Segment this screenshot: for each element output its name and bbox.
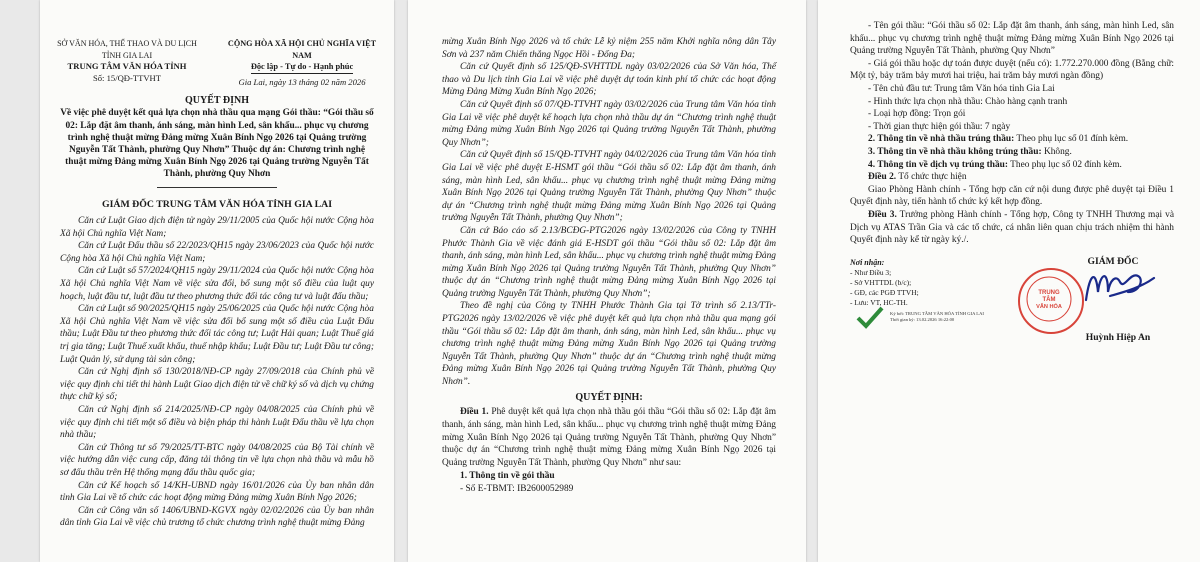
signer-name-block <box>1048 332 1188 343</box>
agency-name: TRUNG TÂM VĂN HÓA TỈNH <box>67 61 187 71</box>
legal-basis-item: Căn cứ Quyết định số 07/QĐ-TTVHT ngày 03/02/2026 của Trung tâm Văn hóa tỉnh Gia Lai về việc phê duyệt kế hoạch lựa chọn nhà thầu dự án “Chương trình nghệ thuật mừng Đảng mừng Xuân Bính Ngọ 2026 tại Quảng trường Nguyễn Tất Thành, phường Quy Nhơn”; <box>442 99 776 148</box>
document-page-3 <box>818 0 1200 562</box>
document-number: Số: 15/QĐ-TTVHT <box>92 72 162 83</box>
signature-check-icon <box>854 304 886 330</box>
signer-name: Huỳnh Hiệp An <box>1085 332 1151 343</box>
article-2-text: Giao Phòng Hành chính - Tổng hợp căn cứ nội dung được phê duyệt tại Điều 1 Quyết định này, tiến hành tổ chức ký kết hợp đồng. <box>850 184 1174 208</box>
document-page-1 <box>40 0 394 562</box>
article-1-text: Phê duyệt kết quả lựa chọn nhà thầu gói thầu “Gói thầu số 02: Lắp đặt âm thanh, ánh sáng, màn hình Led, sân khấu... phục vụ chương trình nghệ thuật mừng Đảng mừng Xuân Bính Ngọ 2026 tại Quảng trường Nguyễn Tất Thành, phường Quy Nhơn” thuộc dự án “Chương trình nghệ thuật mừng Đảng mừng Xuân Bính Ngọ 2026 tại Quảng trường Nguyễn Tất Thành, phường Quy Nhơn” như sau: <box>442 407 776 469</box>
tender-info-item: - Thời gian thực hiện gói thầu: 7 ngày <box>868 121 1011 132</box>
item-value: Theo phụ lục số 01 đính kèm. <box>1016 134 1129 145</box>
winner-info <box>850 133 1174 146</box>
motto: Độc lập - Tự do - Hạnh phúc <box>251 61 353 74</box>
tender-info-item: - Giá gói thầu hoặc dự toán được duyệt (nếu có): 1.772.270.000 đồng (Bằng chữ: Một tỷ, bảy trăm bảy mươi hai triệu, hai trăm bảy mươi ngàn đồng) <box>850 58 1174 82</box>
loser-info <box>850 146 1174 159</box>
handwritten-signature <box>1080 262 1160 312</box>
tender-info-item: - Loại hợp đồng: Trọn gói <box>868 109 966 120</box>
svg-text:TÂM: TÂM <box>1042 297 1056 303</box>
tender-info-item: - Hình thức lựa chọn nhà thầu: Chào hàng cạnh tranh <box>868 96 1068 107</box>
seal-graphic <box>1018 268 1080 330</box>
legal-basis-item: Căn cứ Quyết định số 125/QĐ-SVHTTDL ngày 03/02/2026 của Sở Văn hóa, Thể thao và Du lịch tỉnh Gia Lai về việc phê duyệt dự toán kinh phí tổ chức các hoạt động Mừng Đảng Mừng Xuân Bính Ngọ 2026; <box>442 62 776 98</box>
decision-heading: QUYẾT ĐỊNH: <box>575 391 643 403</box>
document-header <box>40 0 394 88</box>
legal-basis-item: Căn cứ Thông tư số 79/2025/TT-BTC ngày 04/08/2025 của Bộ Tài chính về việc hướng dẫn việc cung cấp, đăng tải thông tin về lựa chọn nhà thầu và mẫu hồ sơ đấu thầu trên Hệ thống mạng đấu thầu quốc gia; <box>60 442 374 478</box>
country-name: CỘNG HÒA XÃ HỘI CHỦ NGHĨA VIỆT NAM <box>227 39 377 60</box>
item-label: 3. Thông tin về nhà thầu không trúng thầu: <box>868 146 1042 157</box>
service-info <box>850 159 1174 172</box>
recipient-item: - Sở VHTTDL (b/c); <box>850 278 912 287</box>
article-2-title: Tổ chức thực hiện <box>898 172 967 183</box>
article-3 <box>850 209 1174 247</box>
recipient-item: - Lưu: VT, HC-TH. <box>850 298 908 307</box>
legal-basis-item: Theo đề nghị của Công ty TNHH Phước Thành Gia tại Tờ trình số 2.13/TTr-PTG2026 ngày 13/02/2026 về việc phê duyệt kết quả lựa chọn nhà thầu qua mạng gói thầu “Gói thầu số 02: Lắp đặt âm thanh, ánh sáng, màn hình Led, sân khấu... phục vụ chương trình nghệ thuật mừng Đảng mừng Xuân Bính Ngọ 2026 tại Quảng trường Nguyễn Tất Thành, phường Quy Nhơn” thuộc dự án “Chương trình nghệ thuật mừng Đảng mừng Xuân Bính Ngọ 2026 tại Quảng trường Nguyễn Tất Thành, phường Quy Nhơn”. <box>442 301 776 388</box>
article-2-label: Điều 2. <box>868 172 897 183</box>
section-heading: 1. Thông tin về gói thầu <box>460 471 555 482</box>
item-label: 4. Thông tin về dịch vụ trúng thầu: <box>868 159 1008 170</box>
item-value: Không. <box>1043 146 1072 157</box>
legal-basis-item: Căn cứ Công văn số 1406/UBND-KGVX ngày 02/02/2026 của Ủy ban nhân dân tỉnh Gia Lai về việc chủ trương tổ chức chương trình nghệ thuật mừng Đảng <box>60 505 374 529</box>
recipient-item: - GĐ, các PGĐ TTVH; <box>850 288 919 297</box>
article-1 <box>442 406 776 470</box>
recipients-block <box>850 258 960 308</box>
legal-basis-item: Căn cứ Kế hoạch số 14/KH-UBND ngày 16/01/2026 của Ủy ban nhân dân tỉnh Gia Lai về tổ chức các hoạt động mừng Đảng mừng Xuân Bính Ngọ 2026; <box>60 480 374 504</box>
digital-time: Thời gian ký: 13.02.2026 16:22:00 <box>890 317 955 322</box>
item-label: 2. Thông tin về nhà thầu trúng thầu: <box>868 134 1015 145</box>
legal-basis-item: Căn cứ Luật số 90/2025/QH15 ngày 25/06/2025 của Quốc hội nước Cộng hòa Xã hội Chủ nghĩa Việt Nam về việc sửa đổi bổ sung một số điều của Luật Đấu thầu; Luật Đầu tư theo phương thức đối tác công tư; Luật Hải quan; Luật Thuế giá trị gia tăng; Luật Thuế xuất khẩu, thuế nhập khẩu; Luật Đầu tư; Luật Đầu tư công; Luật Quản lý, sử dụng tài sản công; <box>60 304 374 365</box>
legal-basis-item: Căn cứ Nghị định số 214/2025/NĐ-CP ngày 04/08/2025 của Chính phủ về việc quy định chi tiết một số điều và biện pháp thi hành Luật Đấu thầu về lựa chọn nhà thầu; <box>60 404 374 441</box>
agency-parent: SỞ VĂN HÓA, THỂ THAO VÀ DU LỊCH TỈNH GIA LAI <box>57 39 197 60</box>
continued-text: mừng Xuân Bính Ngọ 2026 và tổ chức Lễ kỷ niệm 255 năm Khởi nghĩa nông dân Tây Sơn và 237 năm Chiến thắng Ngọc Hồi - Đống Đa; <box>442 37 776 60</box>
item-value: Theo phụ lục số 02 đính kèm. <box>1010 159 1122 170</box>
article-3-label: Điều 3. <box>868 209 897 220</box>
legal-basis-item: Căn cứ Luật Giao dịch điện tử ngày 29/11/2005 của Quốc hội nước Cộng hòa Xã hội Chủ nghĩa Việt Nam; <box>60 216 374 239</box>
article-2 <box>850 171 1174 184</box>
svg-text:TRUNG: TRUNG <box>1038 290 1060 296</box>
legal-basis-item: Căn cứ Luật số 57/2024/QH15 ngày 29/11/2024 của Quốc hội nước Cộng hòa Xã hội Chủ nghĩa Việt Nam về việc sửa đổi, bổ sung một số điều của luật quy hoạch, luật đầu tư, luật đầu tư theo phương thức đối tác công tư và luật đấu thầu; <box>60 266 374 302</box>
article-1-label: Điều 1. <box>460 407 489 418</box>
official-seal <box>1018 268 1084 334</box>
legal-basis-item: Căn cứ Báo cáo số 2.13/BCĐG-PTG2026 ngày 13/02/2026 của Công ty TNHH Phước Thành Gia về việc đánh giá E-HSDT gói thầu “Gói thầu số 02: Lắp đặt âm thanh, ánh sáng, màn hình Led, sân khấu... phục vụ chương trình nghệ thuật mừng Đảng mừng Xuân Bính Ngọ 2026 tại Quảng trường Nguyễn Tất Thành, phường Quy Nhơn” thuộc dự án “Chương trình nghệ thuật mừng Đảng mừng Xuân Bính Ngọ 2026 tại Quảng trường Nguyễn Tất Thành, phường Quy Nhơn”; <box>442 225 776 299</box>
svg-text:VĂN HÓA: VĂN HÓA <box>1036 304 1062 310</box>
issue-date: Gia Lai, ngày 13 tháng 02 năm 2026 <box>238 76 366 87</box>
document-subject: Về việc phê duyệt kết quả lựa chọn nhà thầu qua mạng Gói thầu: “Gói thầu số 02: Lắp đặt âm thanh, ánh sáng, màn hình Led, sân khấu... phục vụ chương trình nghệ thuật mừng Đảng mừng Xuân Bính Ngọ 2026 tại Quảng trường Nguyễn Tất Thành, phường Quy Nhơn” Thuộc dự án: Chương trình nghệ thuật mừng Đảng mừng Xuân Bính Ngọ 2026 tại Quảng trường Nguyễn Tất Thành, phường Quy Nhơn <box>60 108 374 180</box>
document-page-2 <box>408 0 806 562</box>
legal-basis-item: Căn cứ Quyết định số 15/QĐ-TTVHT ngày 04/02/2026 của Trung tâm Văn hóa tỉnh Gia Lai về việc phê duyệt E-HSMT gói thầu “Gói thầu số 02: Lắp đặt âm thanh, ánh sáng, màn hình Led, sân khấu... phục vụ chương trình nghệ thuật mừng Đảng mừng Xuân Bính Ngọ 2026 tại Quảng trường Nguyễn Tất Thành, phường Quy Nhơn” thuộc dự án “Chương trình nghệ thuật mừng Đảng mừng Xuân Bính Ngọ 2026 tại Quảng trường Nguyễn Tất Thành, phường Quy Nhơn”; <box>442 150 776 224</box>
tender-info-item: - Tên gói thầu: “Gói thầu số 02: Lắp đặt âm thanh, ánh sáng, màn hình Led, sân khấu... phục vụ chương trình nghệ thuật mừng Đảng mừng Xuân Bính Ngọ 2026 tại Quảng trường Nguyễn Tất Thành, phường Quy Nhơn” <box>850 21 1174 57</box>
tender-info-item: - Tên chủ đầu tư: Trung tâm Văn hóa tỉnh Gia Lai <box>868 83 1055 94</box>
digital-signer: Ký bởi: TRUNG TÂM VĂN HÓA TỈNH GIA LAI <box>890 311 984 316</box>
signer-title: GIÁM ĐỐC <box>1087 256 1139 267</box>
document-title: QUYẾT ĐỊNH <box>185 95 249 106</box>
issuing-authority: GIÁM ĐỐC TRUNG TÂM VĂN HÓA TỈNH GIA LAI <box>101 198 333 210</box>
legal-bases <box>60 215 374 530</box>
legal-basis-item: Căn cứ Nghị định số 130/2018/NĐ-CP ngày 27/09/2018 của Chính phủ về việc quy định chi tiết thi hành Luật Giao dịch điện tử về chữ ký số và dịch vụ chứng thực chữ ký số; <box>60 367 374 403</box>
national-motto <box>218 38 386 88</box>
recipients-title: Nơi nhận: <box>850 258 885 267</box>
recipient-item: - Như Điều 3; <box>850 268 892 277</box>
tender-number: - Số E-TBMT: IB2600052989 <box>460 484 574 495</box>
legal-basis-item: Căn cứ Luật Đấu thầu số 22/2023/QH15 ngày 23/06/2023 của Quốc hội nước Cộng hòa Xã hội Chủ nghĩa Việt Nam; <box>60 241 374 264</box>
legal-bases <box>442 61 776 388</box>
issuing-agency <box>52 38 202 88</box>
article-3-text: Trưởng phòng Hành chính - Tổng hợp, Công ty TNHH Thương mại và Dịch vụ ATAS Trần Gia và các tổ chức, cá nhân liên quan chịu trách nhiệm thi hành Quyết định này kể từ ngày ký./. <box>850 209 1174 246</box>
tender-info-list <box>850 20 1174 133</box>
